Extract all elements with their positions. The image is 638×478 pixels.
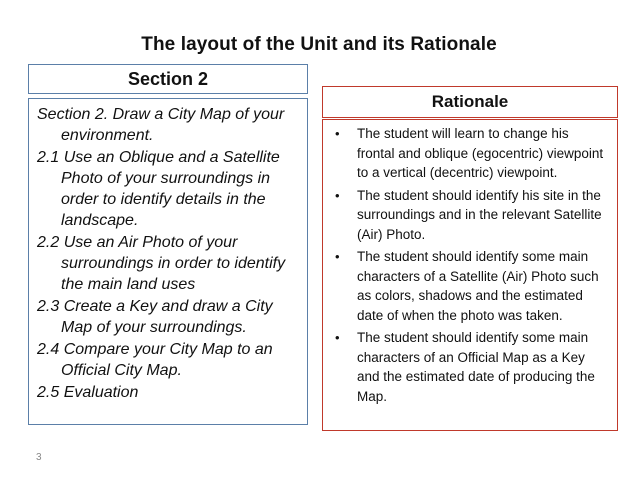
rationale-item-text: The student will learn to change his frontal and oblique (egocentric) viewpoint to a vertical (decentric) viewpoint. (357, 126, 604, 180)
bullet-icon: • (335, 187, 340, 203)
section-content-box (28, 98, 308, 425)
rationale-item (331, 328, 609, 406)
rationale-item (331, 186, 609, 245)
section-item: 2.2 Use an Air Photo of your surroundings in order to identify the main land uses (37, 234, 286, 293)
section-item: 2.1 Use an Oblique and a Satellite Photo of your surroundings in order to identify details in the landscape. (37, 149, 280, 229)
section-item: 2.4 Compare your City Map to an Official City Map. (37, 341, 273, 379)
rationale-list (331, 124, 609, 406)
section-item: 2.5 Evaluation (37, 384, 139, 401)
bullet-icon: • (335, 126, 340, 141)
bullet-icon: • (335, 249, 340, 264)
section-item: Section 2. Draw a City Map of your environment. (37, 106, 285, 144)
rationale-item-text: The student should identify some main characters of an Official Map as a Key and the estimated date of producing the Map. (357, 330, 595, 404)
rationale-item-text: The student should identify some main characters of a Satellite (Air) Photo such as colors, shadows and the estimated date of when the photo was taken. (357, 249, 599, 323)
bullet-icon: • (335, 330, 340, 345)
section-heading: Section 2 (28, 64, 308, 94)
rationale-content-box (322, 119, 618, 431)
rationale-item (331, 247, 609, 325)
page-title: The layout of the Unit and its Rationale (141, 34, 497, 55)
rationale-item (331, 124, 609, 183)
section-item: 2.3 Create a Key and draw a City Map of your surroundings. (37, 298, 273, 336)
rationale-item-text: The student should identify his site in the surroundings and in the relevant Satellite (Air) Photo. (357, 187, 602, 242)
rationale-heading: Rationale (322, 86, 618, 118)
page-number: 3 (36, 452, 42, 463)
